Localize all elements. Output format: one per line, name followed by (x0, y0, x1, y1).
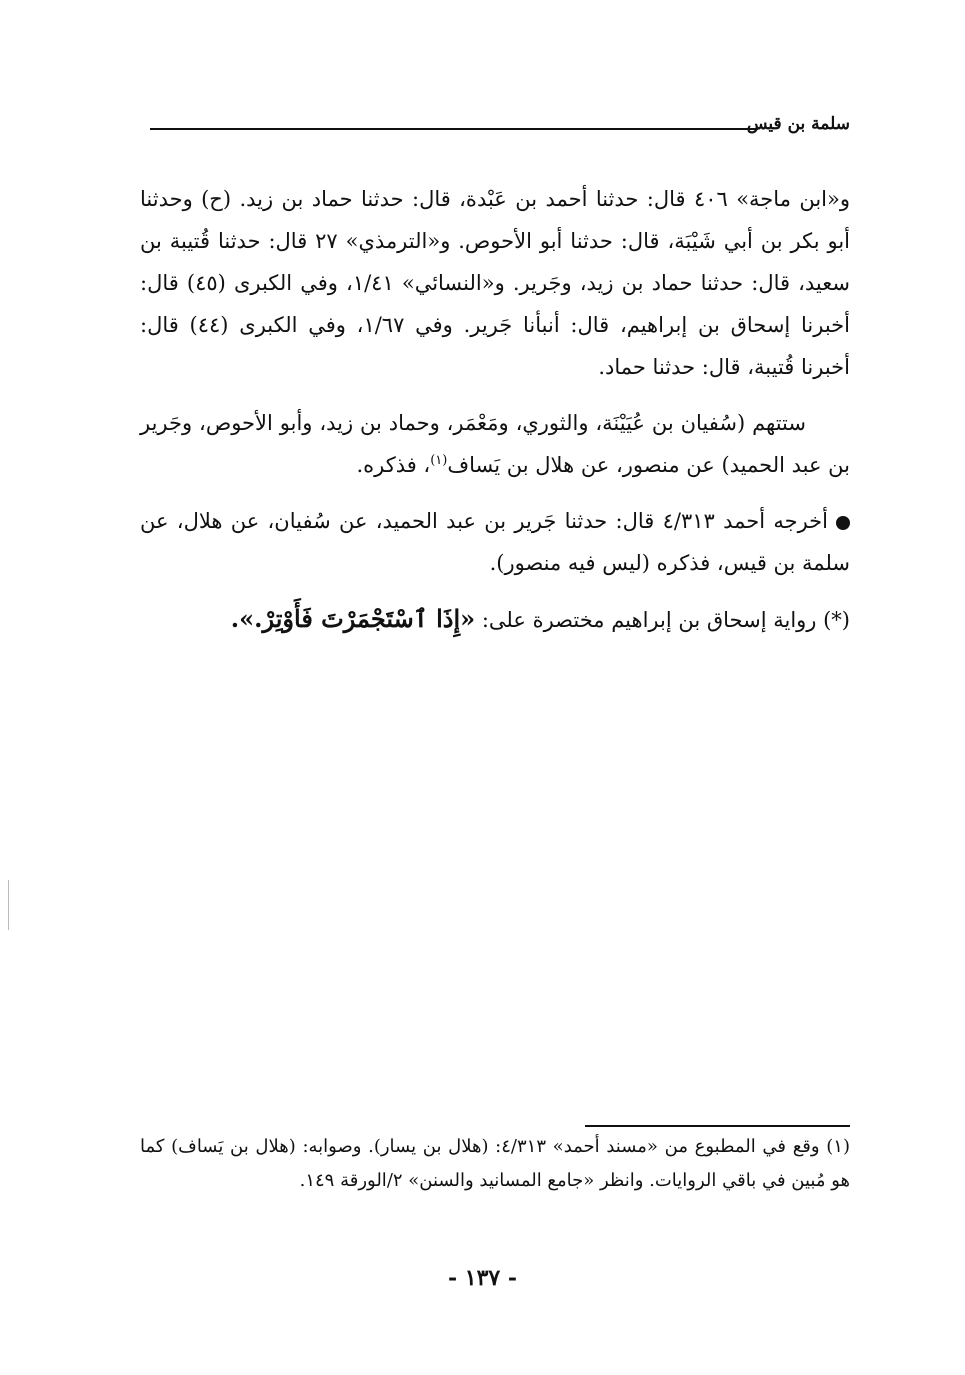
footnote-rule (585, 1125, 850, 1127)
header-rule (150, 128, 758, 130)
paragraph-six-narrators-end: ، فذكره. (356, 453, 431, 477)
hadith-quote: «إِذَا ٱسْتَجْمَرْتَ فَأَوْتِرْ.». (230, 604, 476, 633)
page-number: - ١٣٧ - (447, 1265, 518, 1291)
paragraph-ahmad (140, 500, 850, 584)
paragraph-sources: و«ابن ماجة» ٤٠٦ قال: حدثنا أحمد بن عَبْدة، قال: حدثنا حماد بن زيد. (ح) وحدثنا أبو بكر بن أبي شَيْبَة، قال: حدثنا أبو الأحوص. و«الترمذي» ٢٧ قال: حدثنا قُتيبة بن سعيد، قال: حدثنا حماد بن زيد، وجَرير. و«النسائي» ١/٤١، وفي الكبرى (٤٥) قال: أخبرنا إسحاق بن إبراهيم، قال: أنبأنا جَرير. وفي ١/٦٧، وفي الكبرى (٤٤) قال: أخبرنا قُتيبة، قال: حدثنا حماد. (140, 187, 851, 379)
paragraph-note (140, 598, 850, 641)
main-text (140, 178, 850, 655)
footnote-ref-1[interactable]: (١) (430, 453, 448, 468)
paragraph-six-narrators (140, 402, 850, 486)
bullet-icon (836, 516, 850, 530)
running-header (150, 112, 850, 136)
scan-margin-mark (8, 880, 9, 930)
paragraph-ahmad-text: أخرجه أحمد ٤/٣١٣ قال: حدثنا جَرير بن عبد الحميد، عن سُفيان، عن هلال، عن سلمة بن قيس، فذكره (ليس فيه منصور). (140, 509, 850, 575)
running-title: سلمة بن قيس (741, 112, 850, 136)
paragraph-note-text: (*) رواية إسحاق بن إبراهيم مختصرة على: (481, 608, 850, 632)
paragraph-six-narrators-text: ستتهم (سُفيان بن عُيَيْنَة، والثوري، ومَعْمَر، وحماد بن زيد، وأبو الأحوص، وجَرير بن عبد الحميد) عن منصور، عن هلال بن يَساف (140, 411, 850, 477)
footnote-1: (١) وقع في المطبوع من «مسند أحمد» ٤/٣١٣: (هلال بن يسار). وصوابه: (هلال بن يَساف) كما هو مُبين في باقي الروايات. وانظر «جامع المسانيد والسنن» ٢/الورقة ١٤٩. (140, 1136, 850, 1191)
footnotes (140, 1130, 850, 1198)
